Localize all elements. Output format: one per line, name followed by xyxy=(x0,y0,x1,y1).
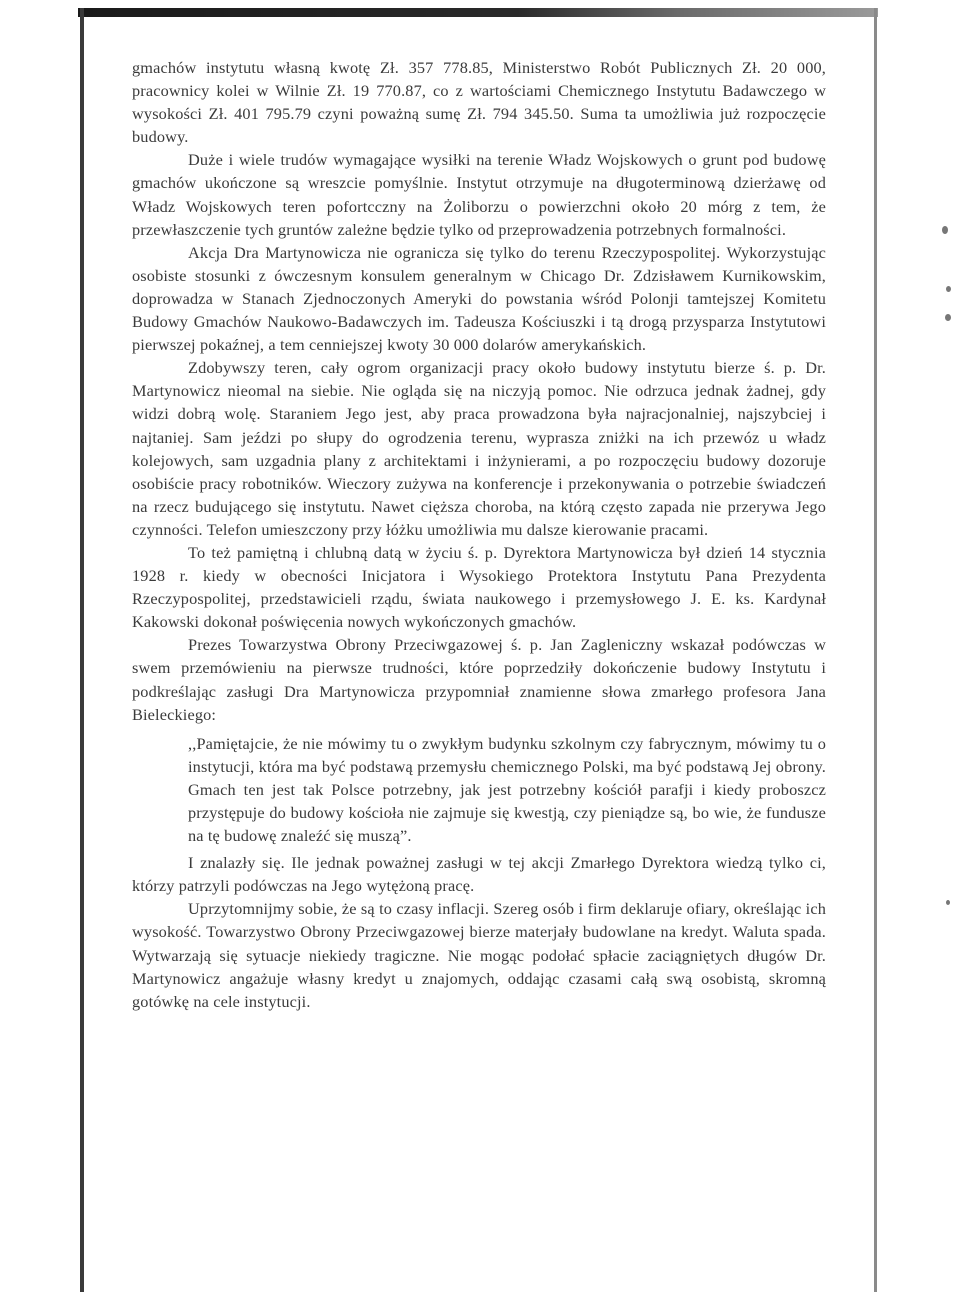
paragraph: Uprzytomnijmy sobie, że są to czasy inflacji. Szereg osób i firm deklaruje ofiary, określając ich wysokość. Towarzystwo Obrony Przeciwgazowej bierze materjały budowlane na kredyt. Waluta spada. Wytwarzają się sytuacje niekiedy tragiczne. Nie mogąc podołać spłacie zaciągniętych długów Dr. Martynowicz angażuje własny kredyt u znajomych, oddając czasami całą swą osobistą, skromną gotówkę na cele instytucji. xyxy=(132,899,826,1011)
scan-speck xyxy=(946,900,950,905)
paragraph: To też pamiętną i chlubną datą w życiu ś. p. Dyrektora Martynowicza był dzień 14 stycznia 1928 r. kiedy w obecności Inicjatora i Wysokiego Protektora Instytutu Pana Prezydenta Rzeczypospolitej, przedstawicieli rządu, świata naukowego i przemysłowego J. E. ks. Kardynał Kakowski dokonał poświęcenia nowych wykończonych gmachów. xyxy=(132,542,826,632)
paragraph: Zdobywszy teren, cały ogrom organizacji pracy około budowy instytutu bierze ś. p. Dr. Martynowicz nieomal na siebie. Nie ogląda się na niczyją pomoc. Nie odrzuca jednak żadnej, gdy widzi dobrą wolę. Staraniem Jego jest, aby praca prowadzona była najracjonalniej, najszybciej i najtaniej. Sam jeździ po słupy do ogrodzenia terenu, wyprasza zniżki na ich przewóz u władz kolejowych, sam uzgadnia plany z architektami i inżynierami, a po rozpoczęciu budowy dozoruje osobiście pracy robotników. Wieczory zużywa na konferencje i przekonywania o potrzebie świadczeń na rzecz budującego się instytutu. Nawet cięższa choroba, na którą często zapada nie przerywa Jego czynności. Telefon umieszczony przy łóżku umożliwia mu dalsze kierowanie pracami. xyxy=(132,358,826,539)
scan-speck xyxy=(945,314,951,321)
paragraph-continuation: gmachów instytutu własną kwotę Zł. 357 778.85, Ministerstwo Robót Publicznych Zł. 20 000, pracownicy kolei w Wilnie Zł. 19 770.87, co z wartościami Chemicznego Instytutu Badawczego w wysokości Zł. 401 795.79 czyni poważną sumę Zł. 794 345.50. Suma ta umożliwia już rozpoczęcie budowy. xyxy=(132,58,826,147)
document-page xyxy=(132,56,826,1013)
scan-speck xyxy=(942,226,948,234)
scan-speck xyxy=(946,286,951,292)
paragraph: I znalazły się. Ile jednak poważnej zasługi w tej akcji Zmarłego Dyrektora wiedzą tylko ci, którzy patrzyli podówczas na Jego wytężoną pracę. xyxy=(132,853,826,896)
paragraph: Akcja Dra Martynowicza nie ogranicza się tylko do terenu Rzeczypospolitej. Wykorzystując osobiste stosunki z ówczesnym konsulem generalnym w Chicago Dr. Zdzisławem Kurnikowskim, doprowadza w Stanach Zjednoczonych Ameryki do powstania wśród Polonji tamtejszej Komitetu Budowy Gmachów Naukowo-Badawczych im. Tadeusza Kościuszki i tą drogą przysparza Instytutowi pierwszej pokaźnej, a tem cenniejszej kwoty 30 000 dolarów amerykańskich. xyxy=(132,242,826,355)
scan-right-border xyxy=(874,8,877,1292)
scan-top-border xyxy=(78,8,878,17)
scan-left-border xyxy=(80,8,84,1292)
paragraph: Duże i wiele trudów wymagające wysiłki na terenie Władz Wojskowych o grunt pod budowę gmachów ukończone są wreszcie pomyślnie. Instytut otrzymuje na długoterminową dzierżawę od Władz Wojskowych teren pofortcczny na Żoliborzu o powierzchni około 20 mórg z tem, że przewłaszczenie tych gruntów zależne będzie tylko od przeprowadzenia potrzebnych formalności. xyxy=(132,150,826,239)
paragraph: Prezes Towarzystwa Obrony Przeciwgazowej ś. p. Jan Zagleniczny wskazał podówczas w swem przemówieniu na pierwsze trudności, które poprzedziły dokończenie budowy Instytutu i podkreślając zasługi Dra Martynowicza przypomniał znamienne słowa zmarłego profesora Jana Bieleckiego: xyxy=(132,635,826,724)
block-quote: ,,Pamiętajcie, że nie mówimy tu o zwykłym budynku szkolnym czy fabrycznym, mówimy tu o instytucji, która ma być podstawą przemysłu chemicznego Polski, ma być podstawą Jej obrony. Gmach ten jest tak Polsce potrzebny, jak jest potrzebny kościół parafji i kiedy proboszcz przystępuje do budowy kościoła nie zajmuje się kwestją, czy pieniądze są, bo wie, że fundusze na tę budowę znaleźć się muszą”. xyxy=(188,733,826,846)
